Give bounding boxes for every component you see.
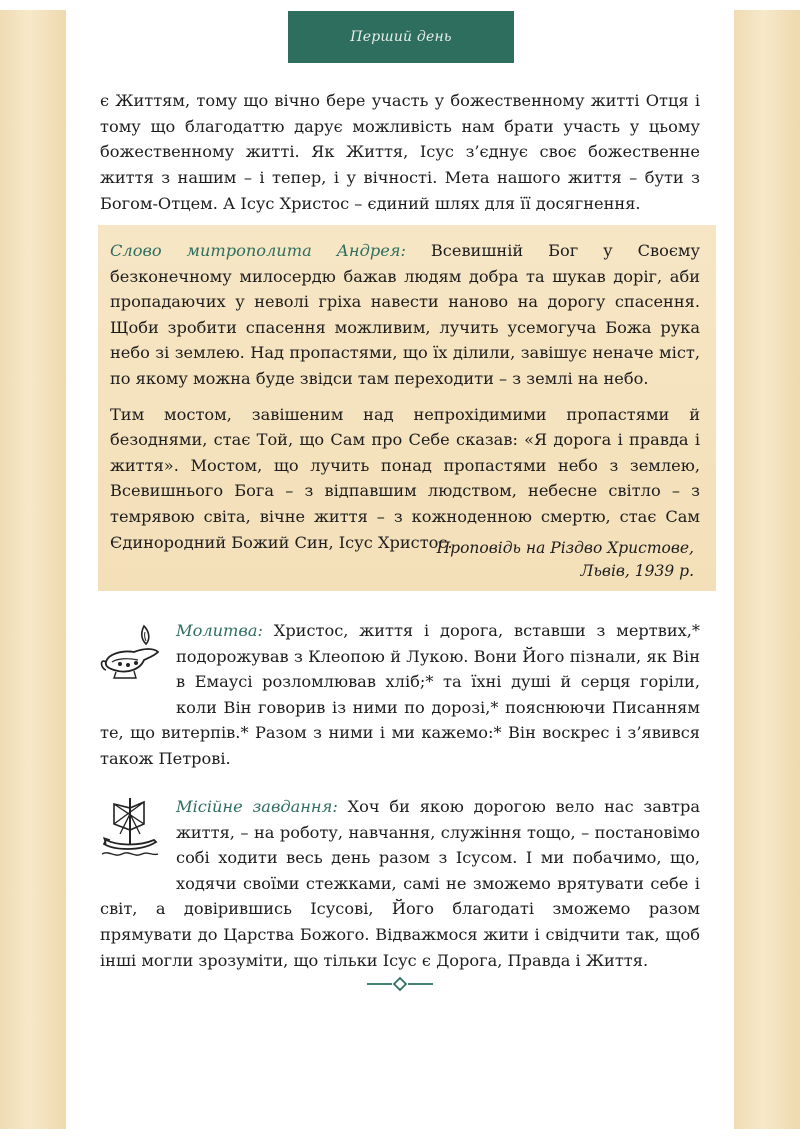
mission-text: Хоч би якою дорогою вело нас завтра життя, – на роботу, навчання, служіння тощо, – постановімо собі ходити весь день разом з Ісусом. І ми побачимо, що, ходячи своїми стежками, самі не зможемо врятувати себе і світ, а довірившись Ісусові, Його благодаті зможемо разом прямувати до Царства Божого. Відважмося жити і свідчити так, щоб інші могли зрозуміти, що тільки Ісус є Дорога, Правда і Життя. bbox=[100, 797, 700, 970]
quote-text bbox=[110, 238, 700, 565]
oil-lamp-icon bbox=[100, 618, 170, 696]
mission-lead: Місійне завдання: bbox=[176, 797, 338, 816]
chapter-header-label: Перший день bbox=[350, 29, 452, 45]
prayer-section bbox=[100, 618, 700, 772]
quote-paragraph-1 bbox=[110, 238, 700, 392]
metropolitan-quote-box bbox=[98, 225, 716, 591]
quote-lead: Слово митрополита Андрея: bbox=[110, 241, 406, 260]
ship-icon bbox=[100, 794, 170, 872]
chapter-header bbox=[288, 11, 514, 63]
right-margin-decoration bbox=[734, 10, 800, 1129]
prayer-lead: Молитва: bbox=[176, 621, 263, 640]
intro-paragraph: є Життям, тому що вічно бере участь у божественному житті Отця і тому що благодаттю дарує можливість нам брати участь у цьому божественному житті. Як Життя, Ісус з’єднує своє божественне життя з нашим – і тепер, і у вічності. Мета нашого життя – бути з Богом-Отцем. А Ісус Христос – єдиний шлях для її досягнення. bbox=[100, 91, 700, 213]
citation-line-1: Проповідь на Різдво Христове, bbox=[436, 539, 694, 557]
diamond-ornament-icon bbox=[365, 974, 435, 994]
quote-paragraph-1-text: Всевишній Бог у Своєму безконечному милосердю бажав людям добра та шукав доріг, аби пропадаючих у неволі гріха навести наново на дорогу спасення. Щоби зробити спасення можливим, лучить усемогуча Божа рука небо зі землею. Над пропастями, що їх ділили, завішує неначе міст, по якому можна буде звідси там переходити – з землі на небо. bbox=[110, 241, 700, 388]
quote-paragraph-2: Тим мостом, завішеним над непрохідимими пропастями й безоднями, стає Той, що Сам про Себе сказав: «Я дорога і правда і життя». Мостом, що лучить понад пропастями небо з землею, Всевишнього Бога – з відпавшим людством, небесне світло – з темрявою світа, вічне життя – з кожноденною смертю, стає Сам Єдинородний Божий Син, Ісус Христос. bbox=[110, 404, 700, 552]
citation-line-2: Львів, 1939 р. bbox=[580, 562, 694, 580]
prayer-text: Христос, життя і дорога, вставши з мертвих,* подорожував з Клеопою й Лукою. Вони Його пізнали, як Він в Емаусі розломлював хліб;* та їхні душі й серця горіли, коли Він говорив із ними по дорозі,* пояснюючи Писанням те, що витерпів.* Разом з ними і ми кажемо:* Він воскрес і з’явився також Петрові. bbox=[100, 621, 700, 768]
quote-citation bbox=[437, 537, 694, 583]
mission-section bbox=[100, 794, 700, 973]
left-margin-decoration bbox=[0, 10, 66, 1129]
